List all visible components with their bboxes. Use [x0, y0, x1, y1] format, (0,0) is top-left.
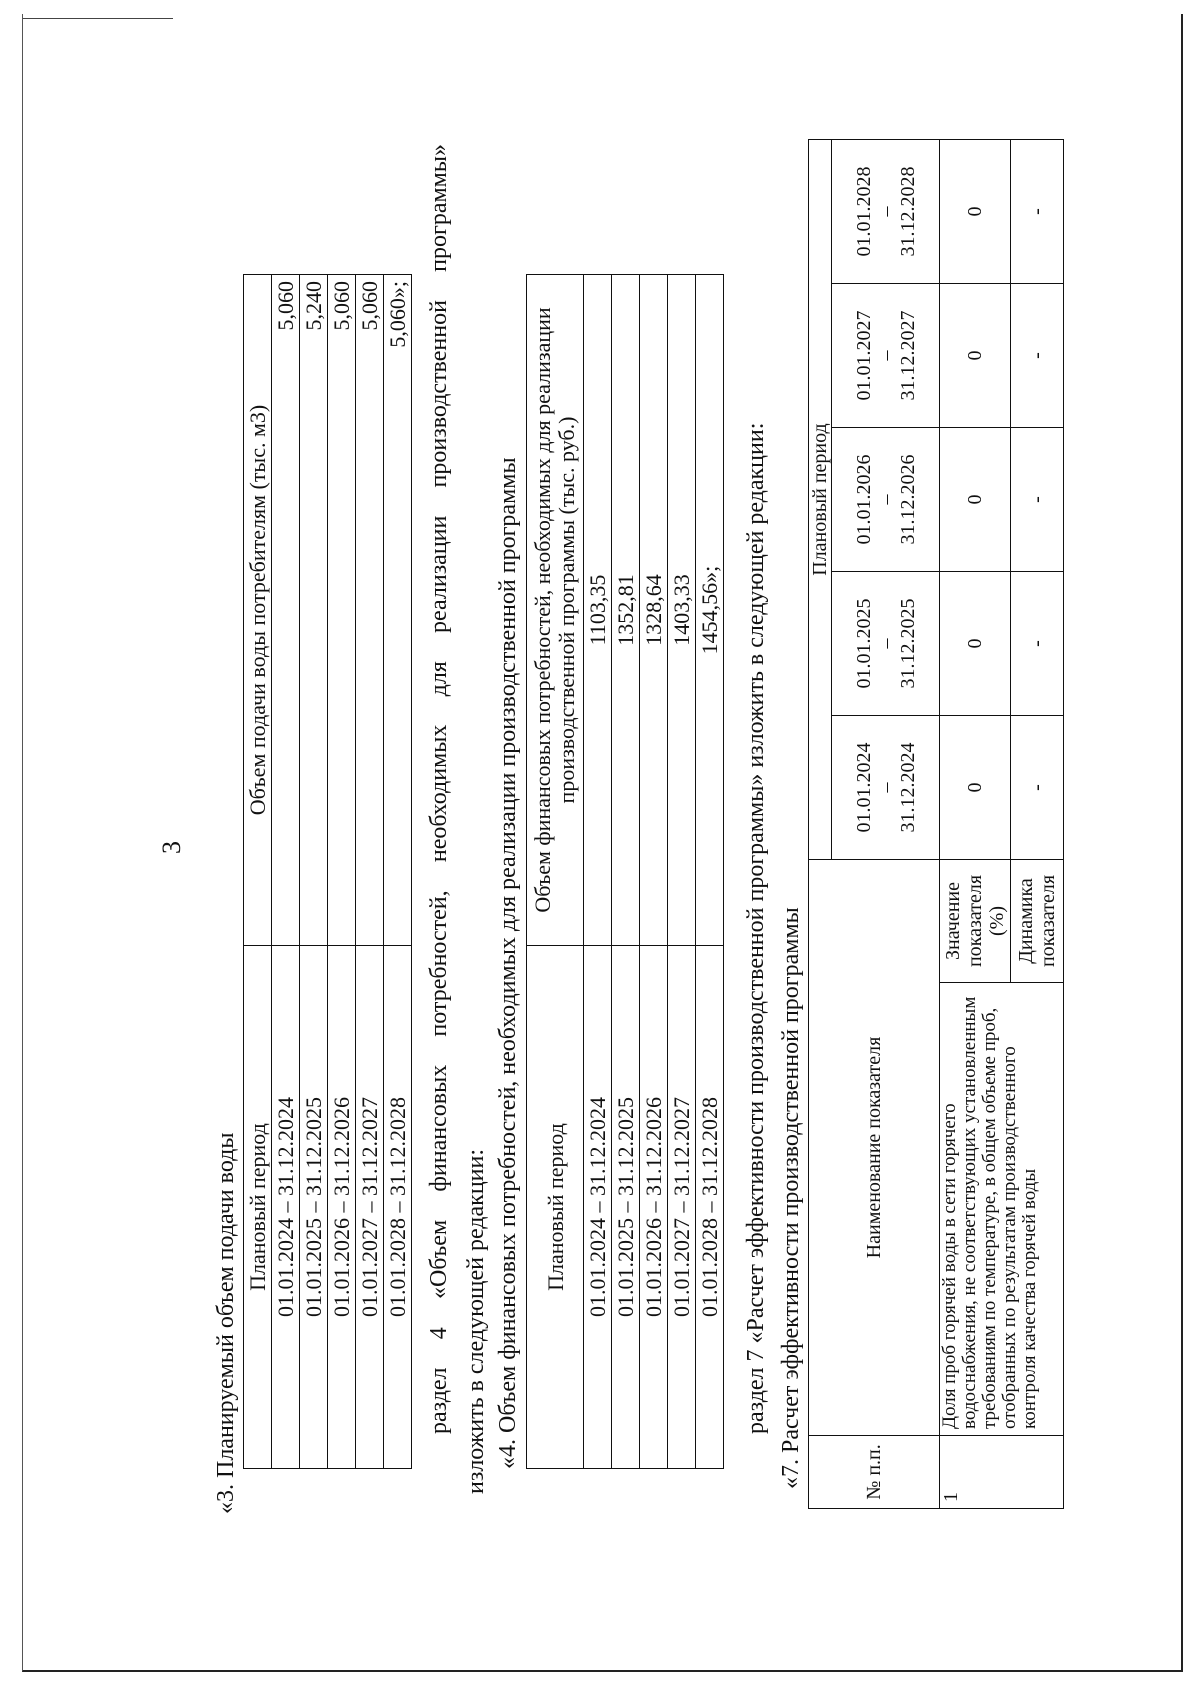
period-cell: 01.01.2026 – 31.12.2026: [328, 946, 356, 1469]
dynamics-cell: -: [1011, 572, 1064, 716]
period-cell: 01.01.2028 – 31.12.2028: [384, 946, 412, 1469]
paragraph-4-line2: изложить в следующей редакции:: [463, 1148, 489, 1494]
value-cell: 1103,35: [584, 275, 612, 946]
period-dash: –: [874, 638, 897, 649]
water-supply-table: [243, 274, 412, 1469]
value-cell: 1352,81: [612, 275, 640, 946]
period-cell: 01.01.2025 – 31.12.2025: [612, 946, 640, 1469]
column-header: Плановый период: [244, 946, 272, 1469]
period-cell: 01.01.2027 – 31.12.2027: [356, 946, 384, 1469]
table-row: [640, 275, 668, 1469]
column-header-name: Наименование показателя: [809, 860, 940, 1436]
paragraph-4-line1: [426, 144, 453, 1434]
period-to: 31.12.2024: [896, 742, 919, 833]
column-header-period: Плановый период: [809, 140, 832, 860]
period-dash: –: [874, 206, 897, 217]
value-cell: 1403,33: [668, 275, 696, 946]
period-to: 31.12.2025: [896, 598, 919, 689]
table-row: [612, 275, 640, 1469]
paragraph-7: раздел 7 «Расчет эффективности производственной программы» изложить в следующей редакции:: [743, 422, 769, 1434]
period-dash: –: [874, 494, 897, 505]
period-header: [832, 284, 940, 428]
table-header-row: [527, 275, 584, 1469]
value-cell: 0: [940, 428, 1011, 572]
column-header: Объем финансовых потребностей, необходимых для реализации производственной программы (тыс. руб.): [527, 275, 584, 946]
period-cell: 01.01.2027 – 31.12.2027: [668, 946, 696, 1469]
value-cell: 5,240: [300, 275, 328, 946]
section7-caption: «7. Расчет эффективности производственной программы: [778, 907, 804, 1489]
period-header: [832, 572, 940, 716]
financial-needs-table: [526, 274, 724, 1469]
value-cell: 5,060: [272, 275, 300, 946]
value-cell: 0: [940, 716, 1011, 860]
dynamics-label: Динамика показателя: [1011, 860, 1064, 983]
period-header: [832, 428, 940, 572]
table-header-row: [809, 140, 832, 1509]
period-cell: 01.01.2024 – 31.12.2024: [272, 946, 300, 1469]
row-number: 1: [940, 1436, 1064, 1509]
period-header: [832, 716, 940, 860]
table-header-row: [244, 275, 272, 1469]
value-cell: 0: [940, 140, 1011, 284]
value-cell: 0: [940, 284, 1011, 428]
period-from: 01.01.2027: [852, 310, 875, 401]
table-row: [272, 275, 300, 1469]
paragraph-word: реализации: [426, 515, 452, 633]
table-row: [940, 140, 1011, 1509]
table-row: [696, 275, 724, 1469]
indicator-name: Доля проб горячей воды в сети горячего водоснабжения, не соответствующих установленным требованиям по температуре, в общем объеме проб, отобранных по результатам производственного контроля качества горячей воды: [940, 983, 1064, 1436]
paragraph-word: 4: [426, 1327, 452, 1340]
period-dash: –: [874, 782, 897, 793]
value-cell: 0: [940, 572, 1011, 716]
paragraph-word: «Объем: [426, 1219, 452, 1300]
document-page: [22, 14, 1183, 1672]
paragraph-word: раздел: [426, 1367, 452, 1434]
section3-caption: «3. Планируемый объем подачи воды: [213, 1132, 239, 1514]
period-cell: 01.01.2025 – 31.12.2025: [300, 946, 328, 1469]
period-dash: –: [874, 350, 897, 361]
period-to: 31.12.2028: [896, 166, 919, 257]
value-cell: 1328,64: [640, 275, 668, 946]
period-from: 01.01.2028: [852, 166, 875, 257]
dynamics-cell: -: [1011, 140, 1064, 284]
period-cell: 01.01.2024 – 31.12.2024: [584, 946, 612, 1469]
period-header: [832, 140, 940, 284]
dynamics-cell: -: [1011, 284, 1064, 428]
period-to: 31.12.2026: [896, 454, 919, 545]
section4-caption: «4. Объем финансовых потребностей, необходимых для реализации производственной программы: [495, 457, 521, 1469]
table-row: [300, 275, 328, 1469]
dynamics-cell: -: [1011, 428, 1064, 572]
value-cell: 5,060: [356, 275, 384, 946]
column-header: Плановый период: [527, 946, 584, 1469]
page-number: 3: [157, 841, 186, 854]
column-header: Объем подачи воды потребителям (тыс. м3): [244, 275, 272, 946]
column-header-number: № п.п.: [809, 1436, 940, 1509]
value-label: Значение показателя (%): [940, 860, 1011, 983]
period-from: 01.01.2025: [852, 598, 875, 689]
value-cell: 1454,56»;: [696, 275, 724, 946]
paragraph-word: финансовых: [426, 1064, 452, 1192]
scan-edge-line: [23, 18, 173, 19]
efficiency-table: [808, 139, 1064, 1509]
value-cell: 5,060: [328, 275, 356, 946]
paragraph-word: потребностей,: [426, 890, 452, 1037]
rotated-content: [143, 124, 1143, 1574]
period-cell: 01.01.2028 – 31.12.2028: [696, 946, 724, 1469]
period-to: 31.12.2027: [896, 310, 919, 401]
dynamics-cell: -: [1011, 716, 1064, 860]
table-row: [328, 275, 356, 1469]
table-row: [384, 275, 412, 1469]
paragraph-word: производственной: [426, 300, 452, 488]
period-cell: 01.01.2026 – 31.12.2026: [640, 946, 668, 1469]
value-cell: 5,060»;: [384, 275, 412, 946]
paragraph-word: необходимых: [426, 724, 452, 863]
period-from: 01.01.2026: [852, 454, 875, 545]
period-from: 01.01.2024: [852, 742, 875, 833]
table-row: [356, 275, 384, 1469]
table-row: [668, 275, 696, 1469]
paragraph-word: программы»: [426, 144, 452, 272]
paragraph-word: для: [426, 661, 452, 697]
table-row: [584, 275, 612, 1469]
